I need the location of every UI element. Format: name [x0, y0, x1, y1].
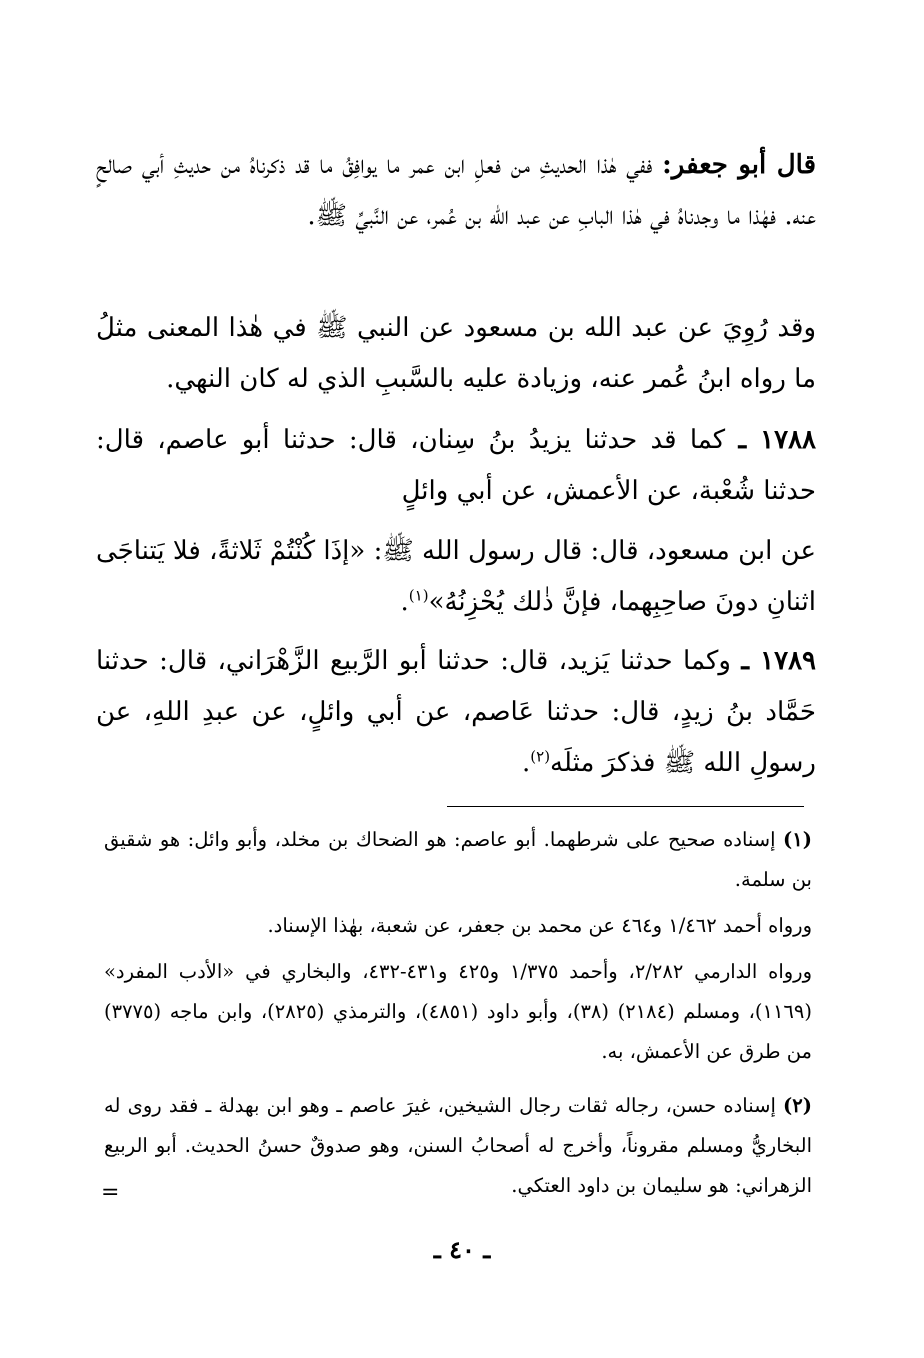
hadith-number: ١٧٨٩ ـ: [741, 646, 817, 676]
footnote-separator: [447, 806, 804, 807]
paragraph-hadith-text: [96, 526, 816, 628]
paragraph-body: عن ابن مسعود، قال: قال رسول الله ﷺ: «إذَا كُنْتُمْ ثَلاثةً، فلا يَتناجَى اثنانِ دونَ صاحِبِهما، فإنَّ ذٰلك يُحْزِنُهُ»: [96, 536, 816, 617]
paragraph-narration-intro: [96, 303, 816, 405]
paragraph-tail: .: [400, 587, 409, 617]
paragraph-lead: قال أبو جعفر:: [662, 150, 816, 180]
page-number: ـ ٤٠ ـ: [433, 1235, 491, 1264]
continuation-mark: =: [101, 1180, 120, 1205]
footnote-1-source-b: [104, 952, 812, 1072]
footnote-1: [104, 820, 812, 900]
footnote-2: [104, 1086, 812, 1206]
footnote-ref-2[interactable]: (٢): [530, 747, 551, 766]
footnote-number: (١): [783, 828, 812, 851]
footnote-text: ورواه أحمد ١/٤٦٢ و٤٦٤ عن محمد بن جعفر، عن شعبة، بهٰذا الإسناد.: [267, 914, 812, 937]
paragraph-hadith-1788: [96, 415, 816, 517]
footnote-1-source-a: [104, 906, 812, 946]
hadith-number: ١٧٨٨ ـ: [738, 425, 817, 455]
paragraph-body: كما قد حدثنا يزيدُ بنُ سِنان، قال: حدثنا أبو عاصم، قال: حدثنا شُعْبة، عن الأعمش، عن أبي وائلٍ: [96, 425, 816, 506]
paragraph-hadith-1789: [96, 636, 816, 789]
paragraph-body: ففي هٰذا الحديثِ من فعلِ ابن عمر ما يوافِقُ ما قد ذكرناهُ من حديثِ أبي صالحٍ عنه. فهٰذا ما وجدناهُ في هٰذا البابِ عن عبد الله بن عُمر، عن النَّبيِّ ﷺ.: [96, 150, 816, 231]
footnote-text: إسناده حسن، رجاله ثقات رجال الشيخين، غيرَ عاصم ـ وهو ابن بهدلة ـ فقد روى له البخاريُّ ومسلم مقروناً، وأخرج له أصحابُ السنن، وهو صدوقٌ حسنُ الحديث. أبو الربيع الزهراني: هو سليمان بن داود العتكي.: [104, 1094, 812, 1197]
paragraph-body: وكما حدثنا يَزيد، قال: حدثنا أبو الرَّبيع الزَّهْرَاني، قال: حدثنا حَمَّاد بنُ زيدٍ، قال: حدثنا عَاصم، عن أبي وائلٍ، عن عبدِ اللهِ، عن رسولِ الله ﷺ فذكرَ مثلَه: [96, 646, 816, 778]
paragraph-body: وقد رُوِيَ عن عبد الله بن مسعود عن النبي ﷺ في هٰذا المعنى مثلُ ما رواه ابنُ عُمر عنه، وزيادة عليه بالسَّببِ الذي له كان النهي.: [96, 313, 817, 394]
paragraph-commentary: [96, 140, 816, 242]
footnote-ref-1[interactable]: (١): [408, 586, 429, 605]
footnote-number: (٢): [783, 1094, 812, 1117]
footnote-text: ورواه الدارمي ٢/٢٨٢، وأحمد ١/٣٧٥ و٤٢٥ و٤٣١-٤٣٢، والبخاري في «الأدب المفرد» (١١٦٩)، ومسلم (٢١٨٤) (٣٨)، وأبو داود (٤٨٥١)، والترمذي (٢٨٢٥)، وابن ماجه (٣٧٧٥) من طرق عن الأعمش، به.: [104, 960, 813, 1063]
footnote-text: إسناده صحيح على شرطهما. أبو عاصم: هو الضحاك بن مخلد، وأبو وائل: هو شقيق بن سلمة.: [104, 828, 812, 891]
paragraph-tail: .: [522, 748, 531, 778]
